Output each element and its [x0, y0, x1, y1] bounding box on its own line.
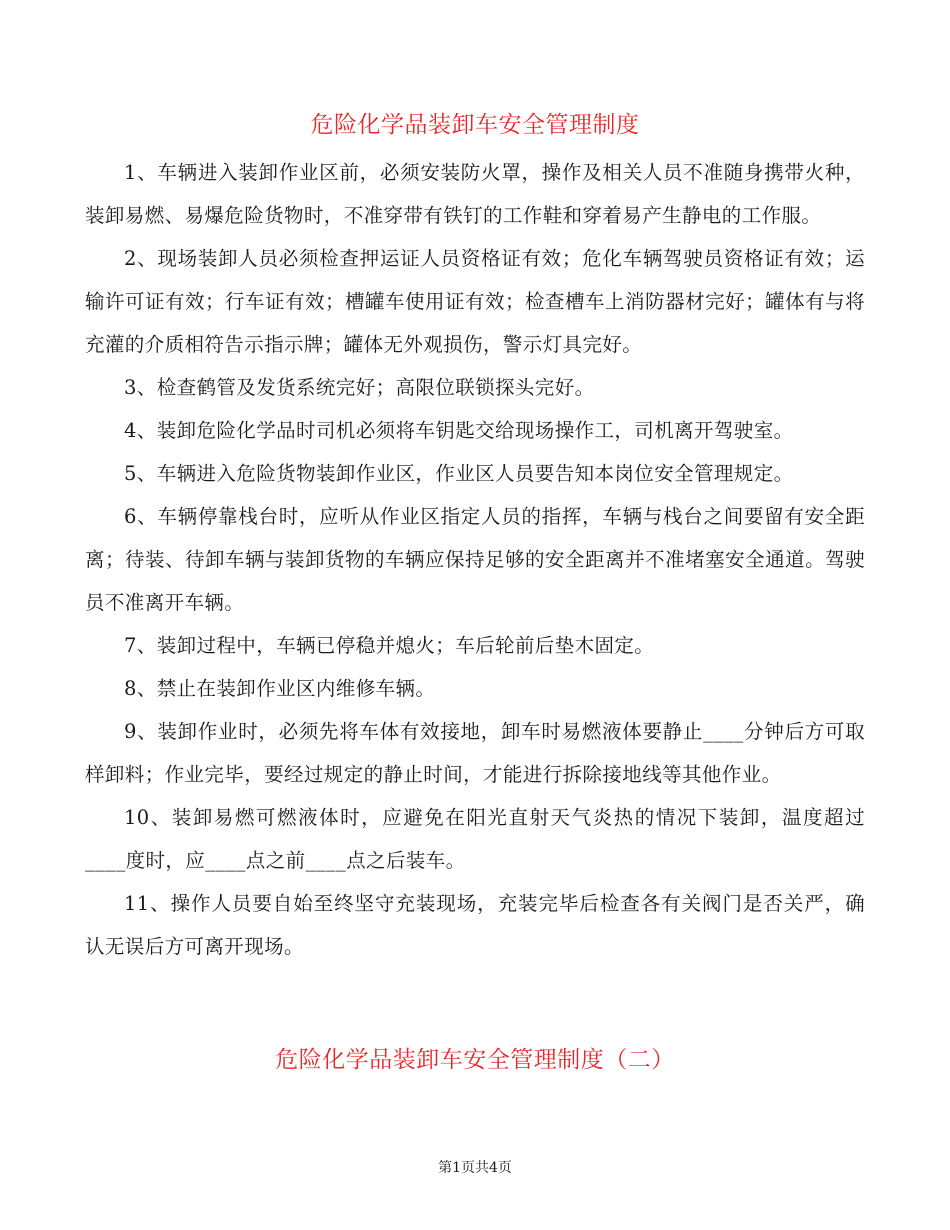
paragraph-6: 6、车辆停靠栈台时，应听从作业区指定人员的指挥，车辆与栈台之间要留有安全距离；待装、待卸车辆与装卸货物的车辆应保持足够的安全距离并不准堵塞安全通道。驾驶员不准离开车辆。: [85, 505, 865, 614]
paragraph-4: 4、装卸危险化学品时司机必须将车钥匙交给现场操作工，司机离开驾驶室。: [124, 419, 794, 442]
paragraph-7: 7、装卸过程中，车辆已停稳并熄火；车后轮前后垫木固定。: [124, 634, 655, 657]
paragraph-8: 8、禁止在装卸作业区内维修车辆。: [124, 677, 436, 700]
paragraph-2: 2、现场装卸人员必须检查押运证人员资格证有效；危化车辆驾驶员资格证有效；运输许可证有效；行车证有效；槽罐车使用证有效；检查槽车上消防器材完好；罐体有与将充灌的介质相符告示指示牌；罐体无外观损伤，警示灯具完好。: [85, 247, 865, 356]
paragraph-11: 11、操作人员要自始至终坚守充装现场，充装完毕后检查各有关阀门是否关严，确认无误后方可离开现场。: [85, 892, 865, 958]
paragraph-5: 5、车辆进入危险货物装卸作业区，作业区人员要告知本岗位安全管理规定。: [124, 462, 794, 485]
document-body: [85, 151, 865, 968]
page-number-footer: 第1页共4页: [438, 1160, 512, 1176]
paragraph-3: 3、检查鹤管及发货系统完好；高限位联锁探头完好。: [124, 376, 595, 399]
paragraph-1: 1、车辆进入装卸作业区前，必须安装防火罩，操作及相关人员不准随身携带火种，装卸易燃、易爆危险货物时，不准穿带有铁钉的工作鞋和穿着易产生静电的工作服。: [85, 161, 865, 227]
paragraph-9: 9、装卸作业时，必须先将车体有效接地，卸车时易燃液体要静止____分钟后方可取样卸料；作业完毕，要经过规定的静止时间，才能进行拆除接地线等其他作业。: [85, 720, 865, 786]
document-title: 危险化学品装卸车安全管理制度: [310, 112, 640, 138]
paragraph-10: 10、装卸易燃可燃液体时，应避免在阳光直射天气炎热的情况下装卸，温度超过____度时，应____点之前____点之后装车。: [85, 806, 865, 872]
second-section-title: 危险化学品装卸车安全管理制度（二）: [275, 1047, 675, 1073]
